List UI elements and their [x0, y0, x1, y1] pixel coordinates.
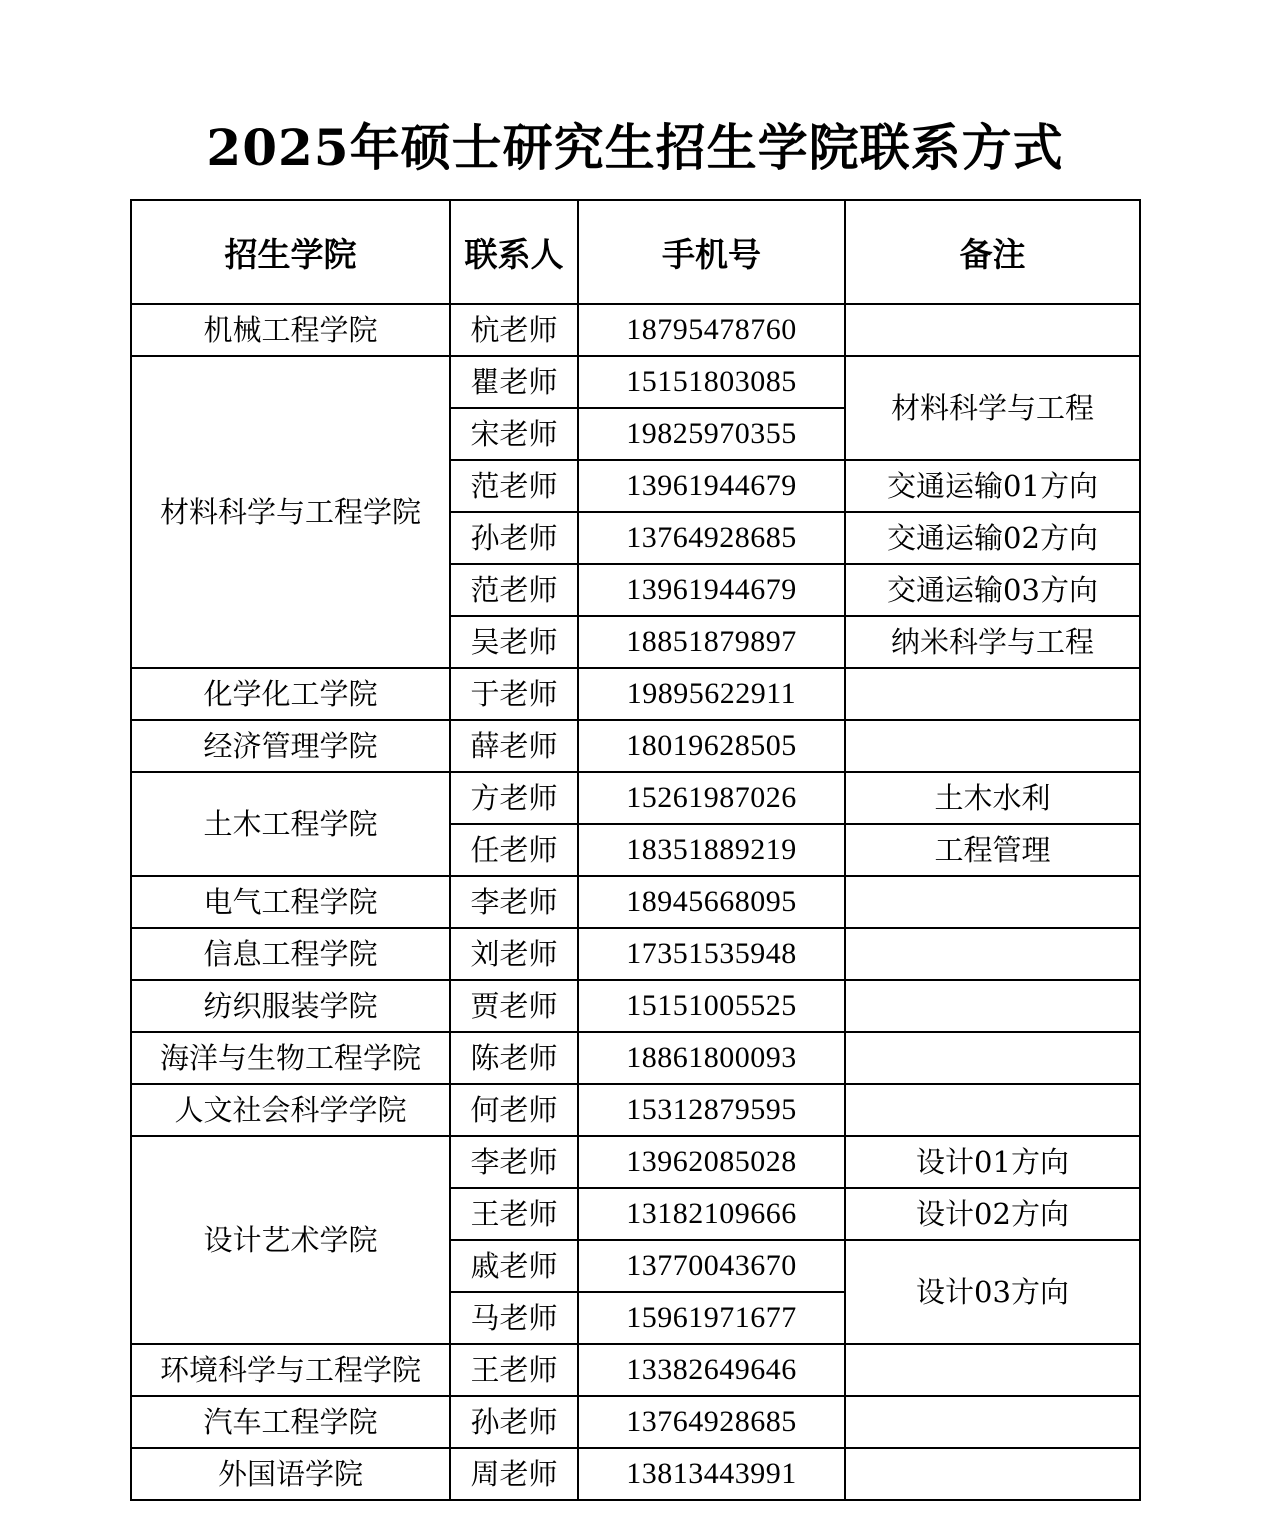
contact-cell: 吴老师	[450, 616, 578, 668]
note-cell: 材料科学与工程	[845, 356, 1140, 460]
contact-cell: 贾老师	[450, 980, 578, 1032]
table-row	[131, 1396, 1140, 1448]
phone-cell: 19825970355	[578, 408, 845, 460]
college-cell: 外国语学院	[131, 1448, 450, 1500]
contacts-table	[130, 199, 1141, 1501]
phone-cell: 18019628505	[578, 720, 845, 772]
phone-cell: 13764928685	[578, 512, 845, 564]
contact-cell: 杭老师	[450, 304, 578, 356]
phone-cell: 15151803085	[578, 356, 845, 408]
table-row	[131, 772, 1140, 824]
college-cell: 化学化工学院	[131, 668, 450, 720]
contact-cell: 马老师	[450, 1292, 578, 1344]
note-cell: 设计01方向	[845, 1136, 1140, 1188]
phone-cell: 15961971677	[578, 1292, 845, 1344]
college-cell: 机械工程学院	[131, 304, 450, 356]
table-row	[131, 668, 1140, 720]
phone-cell: 13382649646	[578, 1344, 845, 1396]
note-cell: 纳米科学与工程	[845, 616, 1140, 668]
contact-cell: 瞿老师	[450, 356, 578, 408]
table-row	[131, 720, 1140, 772]
table-row	[131, 980, 1140, 1032]
table-row	[131, 304, 1140, 356]
contact-cell: 李老师	[450, 1136, 578, 1188]
table-row	[131, 1032, 1140, 1084]
note-cell: 设计02方向	[845, 1188, 1140, 1240]
note-cell: 交通运输01方向	[845, 460, 1140, 512]
contact-cell: 李老师	[450, 876, 578, 928]
note-cell	[845, 668, 1140, 720]
note-cell: 土木水利	[845, 772, 1140, 824]
table-row	[131, 876, 1140, 928]
phone-cell: 17351535948	[578, 928, 845, 980]
contact-cell: 任老师	[450, 824, 578, 876]
note-cell: 工程管理	[845, 824, 1140, 876]
phone-cell: 15312879595	[578, 1084, 845, 1136]
header-row	[131, 200, 1140, 304]
note-cell: 交通运输02方向	[845, 512, 1140, 564]
header-note: 备注	[845, 200, 1140, 304]
phone-cell: 13961944679	[578, 460, 845, 512]
header-phone: 手机号	[578, 200, 845, 304]
phone-cell: 13962085028	[578, 1136, 845, 1188]
phone-cell: 15151005525	[578, 980, 845, 1032]
phone-cell: 18851879897	[578, 616, 845, 668]
note-cell	[845, 1084, 1140, 1136]
college-cell: 汽车工程学院	[131, 1396, 450, 1448]
college-cell: 环境科学与工程学院	[131, 1344, 450, 1396]
contact-cell: 陈老师	[450, 1032, 578, 1084]
phone-cell: 18795478760	[578, 304, 845, 356]
phone-cell: 13813443991	[578, 1448, 845, 1500]
page-title: 2025年硕士研究生招生学院联系方式	[206, 118, 1064, 177]
table-row	[131, 356, 1140, 408]
note-cell: 交通运输03方向	[845, 564, 1140, 616]
note-cell	[845, 304, 1140, 356]
header-contact: 联系人	[450, 200, 578, 304]
note-cell	[845, 1448, 1140, 1500]
phone-cell: 13770043670	[578, 1240, 845, 1292]
table-header	[131, 200, 1140, 304]
table-row	[131, 1136, 1140, 1188]
phone-cell: 18861800093	[578, 1032, 845, 1084]
phone-cell: 19895622911	[578, 668, 845, 720]
contact-cell: 薛老师	[450, 720, 578, 772]
contact-cell: 王老师	[450, 1344, 578, 1396]
note-cell	[845, 928, 1140, 980]
college-cell: 人文社会科学学院	[131, 1084, 450, 1136]
note-cell	[845, 1396, 1140, 1448]
contact-cell: 孙老师	[450, 512, 578, 564]
contact-cell: 宋老师	[450, 408, 578, 460]
table-row	[131, 928, 1140, 980]
phone-cell: 13182109666	[578, 1188, 845, 1240]
note-cell	[845, 720, 1140, 772]
contact-cell: 戚老师	[450, 1240, 578, 1292]
college-cell: 海洋与生物工程学院	[131, 1032, 450, 1084]
phone-cell: 15261987026	[578, 772, 845, 824]
contact-cell: 何老师	[450, 1084, 578, 1136]
contact-cell: 范老师	[450, 460, 578, 512]
contact-cell: 周老师	[450, 1448, 578, 1500]
table-body	[131, 304, 1140, 1500]
table-row	[131, 1344, 1140, 1396]
phone-cell: 18945668095	[578, 876, 845, 928]
college-cell: 纺织服装学院	[131, 980, 450, 1032]
note-cell	[845, 876, 1140, 928]
college-cell: 经济管理学院	[131, 720, 450, 772]
college-cell: 信息工程学院	[131, 928, 450, 980]
contact-cell: 刘老师	[450, 928, 578, 980]
college-cell: 电气工程学院	[131, 876, 450, 928]
contact-cell: 孙老师	[450, 1396, 578, 1448]
contact-cell: 王老师	[450, 1188, 578, 1240]
college-cell: 设计艺术学院	[131, 1136, 450, 1344]
header-college: 招生学院	[131, 200, 450, 304]
contact-cell: 范老师	[450, 564, 578, 616]
college-cell: 材料科学与工程学院	[131, 356, 450, 668]
phone-cell: 18351889219	[578, 824, 845, 876]
contact-cell: 方老师	[450, 772, 578, 824]
phone-cell: 13961944679	[578, 564, 845, 616]
note-cell	[845, 1032, 1140, 1084]
phone-cell: 13764928685	[578, 1396, 845, 1448]
note-cell	[845, 1344, 1140, 1396]
table-row	[131, 1084, 1140, 1136]
table-row	[131, 1448, 1140, 1500]
note-cell: 设计03方向	[845, 1240, 1140, 1344]
contact-cell: 于老师	[450, 668, 578, 720]
note-cell	[845, 980, 1140, 1032]
college-cell: 土木工程学院	[131, 772, 450, 876]
